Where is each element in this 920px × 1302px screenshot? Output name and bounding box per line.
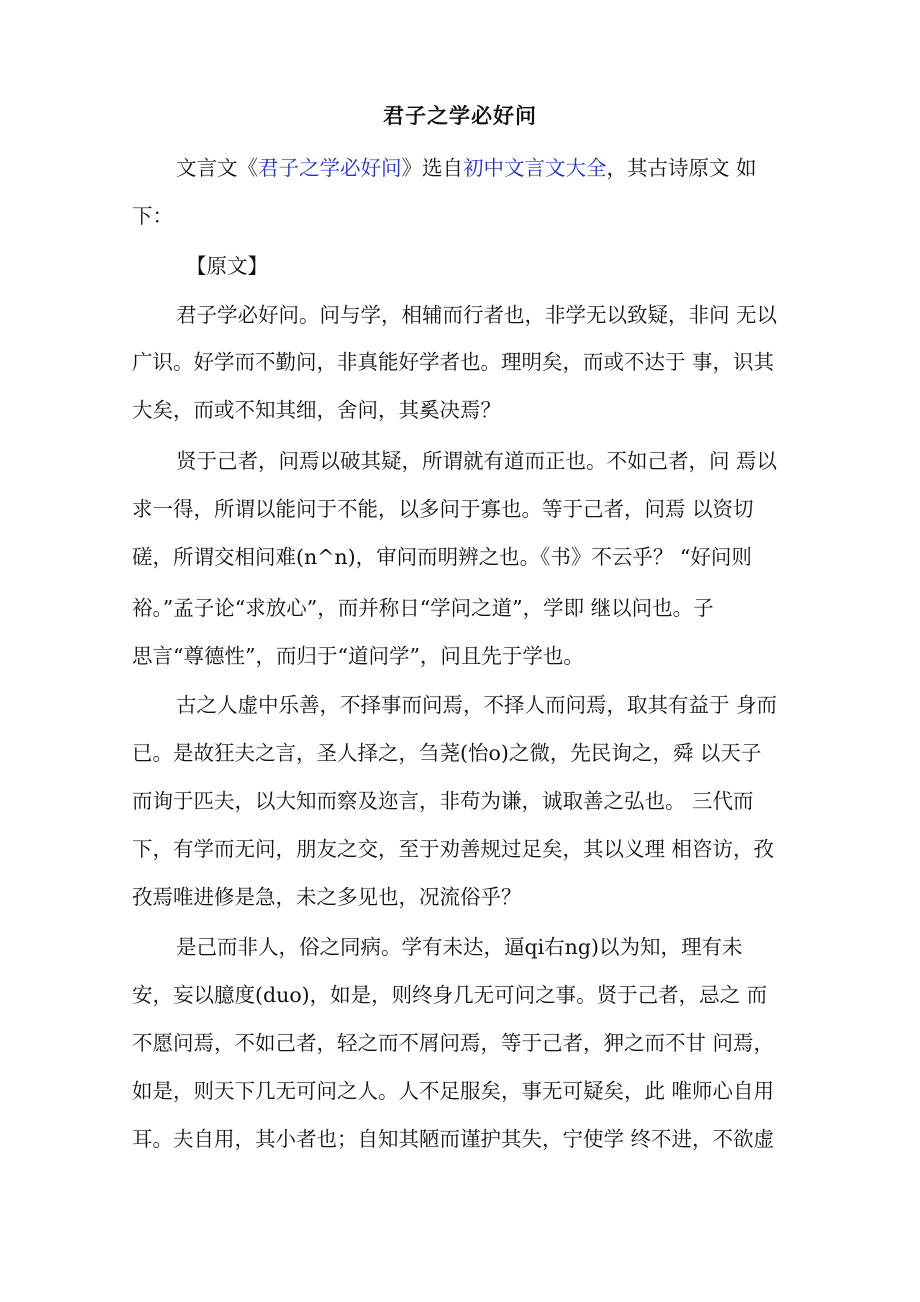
text-line: 思言“尊德性”，而归于“道问学”，问且先于学也。 [132, 644, 584, 668]
intro-mid: 》选自 [401, 156, 463, 180]
intro-prefix: 文言文《 [176, 156, 258, 180]
text-line: 已。是故狂夫之言，圣人择之，刍荛(怡o)之微，先民询之，舜 以天子 [132, 741, 762, 765]
section-label: 【原文】 [186, 254, 268, 278]
text-line: 磋，所谓交相问难(n^n)，审问而明辨之也。《书》不云乎？ “好问则 [132, 545, 752, 569]
intro-line-2: 下： [132, 204, 173, 228]
poem-title-link[interactable]: 君子之学必好问 [258, 156, 402, 180]
text-line: 广识。好学而不勤问，非真能好学者也。理明矣，而或不达于 事，识其 [132, 350, 775, 374]
text-line: 是己而非人，俗之同病。学有未达，逼qi右ng)以为知，理有未 [176, 935, 743, 959]
text-line: 求一得，所谓以能问于不能，以多问于寡也。等于己者，问焉 以资切 [132, 497, 754, 521]
text-line: 孜焉唯进修是急，未之多见也，况流俗乎？ [132, 885, 522, 909]
intro-suffix: ，其古诗原文 如 [606, 156, 757, 180]
collection-link[interactable]: 初中文言文大全 [463, 156, 607, 180]
text-line: 如是，则天下几无可问之人。人不足服矣，事无可疑矣，此 唯师心自用 [132, 1079, 775, 1103]
text-line: 贤于己者，问焉以破其疑，所谓就有道而正也。不如己者，问 焉以 [176, 449, 778, 473]
intro-line [176, 153, 757, 183]
text-line: 古之人虚中乐善，不择事而问焉，不择人而问焉，取其有益于 身而 [176, 693, 778, 717]
text-line: 君子学必好问。问与学，相辅而行者也，非学无以致疑，非问 无以 [176, 303, 778, 327]
text-line: 下，有学而无问，朋友之交，至于劝善规过足矣，其以义理 相咨访，孜 [132, 837, 775, 861]
text-line: 而询于匹夫，以大知而察及迩言，非苟为谦，诚取善之弘也。 三代而 [132, 789, 754, 813]
text-line: 不愿问焉，不如己者，轻之而不屑问焉，等于己者，狎之而不甘 问焉， [132, 1031, 775, 1055]
document-title: 君子之学必好问 [383, 104, 537, 128]
text-line: 裕。”孟子论“求放心”，而并称日“学问之道”，学即 继以问也。子 [132, 596, 714, 620]
text-line: 耳。夫自用，其小者也；自知其陋而谨护其失，宁使学 终不进，不欲虚 [132, 1127, 775, 1151]
text-line: 大矣，而或不知其细，舍问，其奚决焉？ [132, 398, 501, 422]
text-line: 安，妄以臆度(duo)，如是，则终身几无可问之事。贤于己者，忌之 而 [132, 983, 768, 1007]
